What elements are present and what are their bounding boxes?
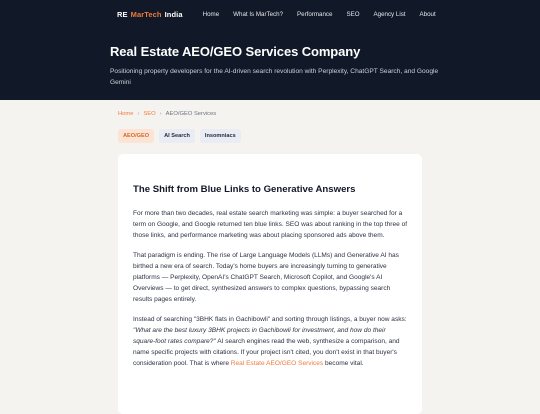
breadcrumb: [118, 111, 216, 117]
nav-what-is-martech[interactable]: What Is MarTech?: [233, 10, 284, 18]
nav-performance[interactable]: Performance: [297, 10, 333, 18]
paragraph-text: AI search engines read the web, synthesize a comparison, and name specific projects with citations. If your project isn't cited, you don't exist in that buyer's consideration pool. That is where: [133, 338, 400, 367]
paragraph-text: become vital.: [323, 360, 364, 367]
buyer-query-quote: "What are the best luxury 3BHK projects in Gachibowli for investment, and how do their square-foot rates compare?": [133, 327, 386, 345]
breadcrumb-separator: ›: [159, 111, 162, 117]
tag-aeo-geo[interactable]: AEO/GEO: [118, 129, 154, 143]
brand-part-india: India: [164, 9, 183, 19]
top-navbar: [0, 0, 540, 28]
tag-list: [118, 129, 241, 143]
page-title: Real Estate AEO/GEO Services Company: [110, 44, 361, 59]
brand-logo[interactable]: [117, 10, 183, 19]
article-paragraph-1: For more than two decades, real estate search marketing was simple: a buyer searched for a term on Google, and Google returned ten blue links. SEO was about ranking in the top three of those links, and performance marketing was about placing sponsored ads above them.: [133, 210, 408, 239]
aeo-geo-services-link[interactable]: Real Estate AEO/GEO Services: [230, 360, 324, 367]
article-paragraph-2: That paradigm is ending. The rise of Large Language Models (LLMs) and Generative AI has birthed a new era of search. Today's home buyers are increasingly turning to generative platforms — Perplexity, OpenAI's ChatGPT Search, Microsoft Copilot, and Google's AI Overviews — to get direct, synthesized answers to complex questions, bypassing search results pages entirely.: [133, 252, 399, 303]
breadcrumb-separator: ›: [137, 111, 140, 117]
breadcrumb-seo[interactable]: SEO: [143, 111, 156, 117]
main-nav: [203, 11, 436, 18]
article-card: [118, 154, 422, 414]
breadcrumb-current: AEO/GEO Services: [165, 111, 217, 117]
hero-banner: [0, 28, 540, 100]
breadcrumb-home[interactable]: Home: [118, 111, 134, 117]
brand-part-martech: MarTech: [130, 9, 162, 19]
page-subtitle: Positioning property developers for the AI-driven search revolution with Perplexity, ChatGPT Search, and Google Gemini: [110, 68, 439, 86]
article-paragraph-3: [133, 314, 408, 369]
nav-about[interactable]: About: [419, 10, 436, 18]
nav-home[interactable]: Home: [202, 10, 220, 18]
tag-insomniacs[interactable]: Insomniacs: [200, 129, 241, 143]
article-heading: The Shift from Blue Links to Generative Answers: [133, 184, 356, 195]
tag-ai-search[interactable]: AI Search: [159, 129, 195, 143]
nav-agency-list[interactable]: Agency List: [373, 10, 406, 18]
brand-part-re: RE: [117, 9, 128, 19]
paragraph-text: Instead of searching "3BHK flats in Gachibowli" and sorting through listings, a buyer now asks:: [133, 316, 407, 323]
nav-seo[interactable]: SEO: [346, 10, 360, 18]
